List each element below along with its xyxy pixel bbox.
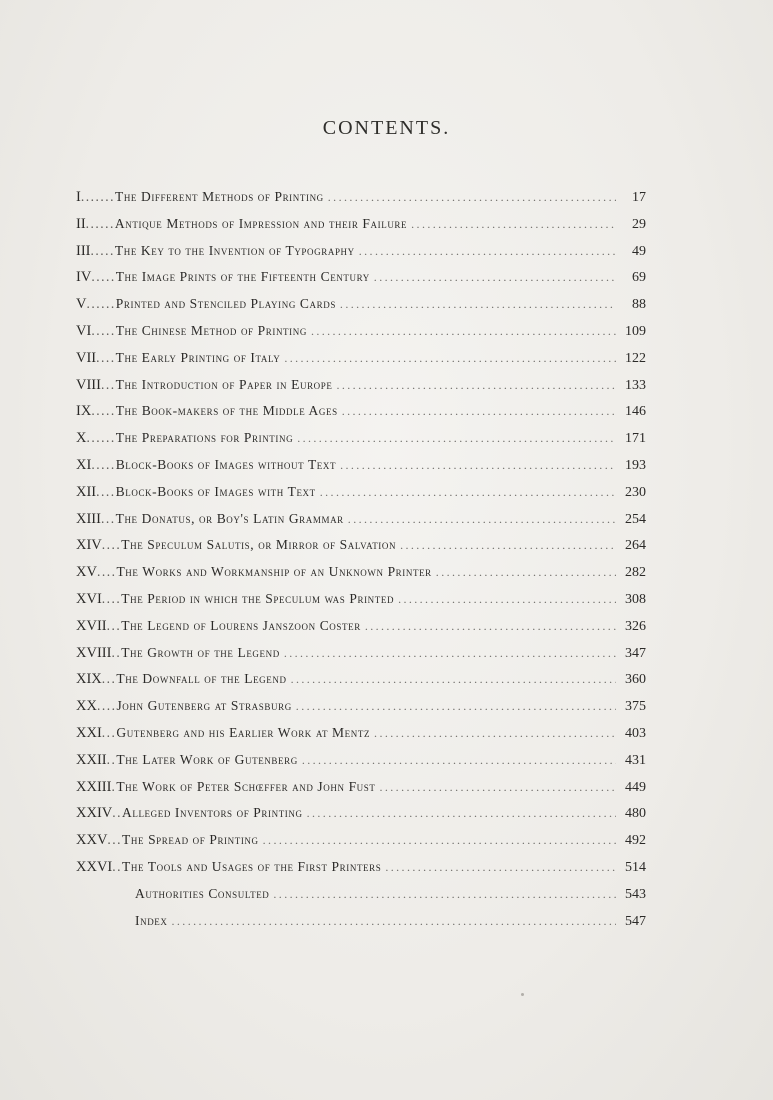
numeral-leader: ....	[96, 698, 117, 714]
chapter-numeral: VI	[76, 322, 92, 339]
toc-entry	[76, 318, 646, 345]
numeral-leader: ...	[101, 724, 117, 740]
numeral-leader: ....	[96, 564, 117, 580]
chapter-numeral: I	[76, 189, 81, 205]
numeral-leader: .......	[80, 189, 115, 204]
numeral-leader: ...	[100, 510, 116, 526]
chapter-numeral: IX	[76, 403, 92, 420]
page-number: 193	[625, 457, 646, 473]
chapter-title: The Work of Peter Schœffer and John Fust	[116, 778, 376, 794]
chapter-numeral: XII	[76, 483, 97, 500]
chapter-title: Printed and Stenciled Playing Cards	[115, 296, 336, 312]
page-number: 254	[625, 511, 646, 527]
numeral-leader: ..	[111, 644, 122, 660]
chapter-title: The Legend of Lourens Janszoon Coster	[121, 617, 361, 633]
chapter-title: The Key to the Invention of Typography	[114, 242, 355, 258]
dot-leader	[336, 372, 616, 399]
toc-entry	[76, 854, 646, 881]
dot-leader	[411, 211, 616, 238]
numeral-leader: ..	[106, 751, 117, 767]
toc-entry	[76, 184, 646, 211]
numeral-leader: .	[111, 778, 117, 794]
chapter-numeral: XX	[76, 698, 97, 715]
toc-entry	[76, 666, 646, 693]
numeral-leader: ....	[96, 349, 116, 365]
toc-entry	[76, 559, 646, 586]
numeral-leader: .....	[91, 269, 116, 285]
toc-entry	[76, 506, 646, 533]
page-number: 146	[625, 404, 646, 420]
numeral-leader: ....	[96, 483, 116, 499]
numeral-leader: .....	[91, 403, 116, 419]
page-number: 449	[625, 779, 646, 795]
page-number: 492	[625, 833, 646, 849]
dot-leader	[342, 398, 616, 425]
toc-entry	[76, 238, 646, 265]
chapter-title: The Speculum Salutis, or Mirror of Salvation	[121, 537, 397, 553]
chapter-numeral: XIX	[76, 671, 102, 688]
chapter-numeral: XXIII	[76, 778, 112, 795]
numeral-leader: ...	[106, 617, 122, 633]
page-number: 230	[625, 484, 646, 500]
chapter-numeral: XIII	[76, 510, 101, 527]
chapter-numeral: XXIV	[76, 805, 113, 822]
chapter-title: Authorities Consulted	[135, 885, 270, 901]
contents-title: CONTENTS.	[322, 117, 451, 139]
dot-leader	[340, 291, 616, 318]
chapter-title: Antique Methods of Impression and their Failure	[114, 215, 408, 231]
dot-leader	[302, 747, 616, 774]
dot-leader	[297, 425, 616, 452]
chapter-title: The Early Printing of Italy	[115, 349, 281, 365]
chapter-numeral: XIV	[76, 537, 102, 554]
numeral-leader: ...	[100, 376, 116, 392]
toc-entry	[76, 640, 646, 667]
chapter-numeral: XXV	[76, 832, 108, 849]
toc-entry	[76, 881, 646, 908]
toc-entry	[76, 613, 646, 640]
chapter-title: The Chinese Method of Printing	[115, 322, 307, 338]
page-number: 264	[625, 538, 646, 554]
page-number: 171	[625, 431, 646, 447]
page-number: 547	[625, 913, 646, 929]
page-number: 375	[625, 699, 646, 715]
toc-entry	[76, 908, 646, 935]
page-number: 431	[625, 752, 646, 768]
dot-leader	[307, 800, 616, 827]
chapter-title: Index	[135, 912, 168, 928]
chapter-numeral: XVIII	[76, 644, 112, 661]
toc-entry	[76, 720, 646, 747]
toc-entry	[76, 479, 646, 506]
numeral-leader: .....	[90, 242, 115, 258]
toc-entry	[76, 586, 646, 613]
numeral-leader: ......	[86, 430, 116, 446]
page-number: 480	[625, 806, 646, 822]
page-number: 308	[625, 591, 646, 607]
page-number: 347	[625, 645, 646, 661]
toc-entry	[76, 532, 646, 559]
chapter-numeral: II	[76, 215, 86, 232]
dot-leader	[348, 506, 616, 533]
dot-leader	[385, 854, 616, 881]
chapter-numeral: VIII	[76, 376, 101, 393]
page-number: 109	[625, 323, 646, 339]
dot-leader	[328, 184, 616, 211]
paper-speck	[521, 993, 524, 996]
page-number: 122	[625, 350, 646, 366]
numeral-leader: ..	[112, 805, 122, 821]
dot-leader	[284, 640, 616, 667]
page-number: 17	[632, 190, 646, 205]
dot-leader	[291, 666, 616, 693]
chapter-title: The Introduction of Paper in Europe	[115, 376, 333, 392]
chapter-title: The Donatus, or Boy's Latin Grammar	[115, 510, 344, 526]
page-number: 360	[625, 672, 646, 688]
chapter-title: The Tools and Usages of the First Printers	[122, 858, 382, 874]
page-number: 88	[632, 297, 646, 313]
page-number: 543	[625, 886, 646, 902]
page-number: 29	[632, 216, 646, 232]
dot-leader	[398, 586, 616, 613]
chapter-title: Block-Books of Images with Text	[115, 483, 316, 499]
dot-leader	[311, 318, 616, 345]
page-number: 326	[625, 618, 646, 634]
page-number: 282	[625, 565, 646, 581]
chapter-numeral: III	[76, 242, 91, 259]
chapter-numeral: V	[76, 296, 87, 313]
numeral-leader: ......	[86, 296, 116, 312]
chapter-title: Alleged Inventors of Printing	[122, 805, 303, 821]
page-number: 133	[625, 377, 646, 393]
chapter-title: Block-Books of Images without Text	[115, 456, 337, 472]
page-number: 69	[632, 270, 646, 286]
toc-entry	[76, 425, 646, 452]
toc-entry	[76, 345, 646, 372]
numeral-leader: ..	[112, 858, 122, 874]
toc-entry	[76, 211, 646, 238]
toc-entry	[76, 774, 646, 801]
chapter-title: The Period in which the Speculum was Printed	[121, 590, 395, 606]
chapter-numeral: XVI	[76, 590, 102, 607]
dot-leader	[273, 881, 616, 908]
numeral-leader: ....	[101, 590, 122, 606]
chapter-title: The Spread of Printing	[122, 832, 259, 848]
chapter-numeral: XXI	[76, 724, 102, 741]
toc-entry	[76, 452, 646, 479]
chapter-numeral: XVII	[76, 617, 107, 634]
dot-leader	[263, 827, 616, 854]
dot-leader	[400, 532, 616, 559]
numeral-leader: ......	[85, 215, 115, 231]
chapter-numeral: XV	[76, 564, 97, 581]
page-number: 514	[625, 859, 646, 875]
chapter-title: John Gutenberg at Strasburg	[116, 698, 292, 714]
chapter-numeral: VII	[76, 349, 97, 366]
toc-entry	[76, 291, 646, 318]
chapter-title: The Image Prints of the Fifteenth Century	[115, 269, 370, 285]
chapter-title: The Different Methods of Printing	[114, 189, 324, 204]
chapter-numeral: IV	[76, 269, 92, 286]
toc-entry	[76, 800, 646, 827]
chapter-numeral: XI	[76, 456, 92, 473]
page-number: 403	[625, 725, 646, 741]
numeral-leader: .....	[91, 456, 116, 472]
dot-leader	[172, 908, 617, 935]
table-of-contents	[76, 184, 646, 934]
dot-leader	[374, 720, 616, 747]
numeral-leader: ...	[107, 832, 123, 848]
chapter-title: The Later Work of Gutenberg	[116, 751, 298, 767]
toc-entry	[76, 693, 646, 720]
chapter-title: The Works and Workmanship of an Unknown Printer	[116, 564, 432, 580]
toc-entry	[76, 264, 646, 291]
toc-entry	[76, 747, 646, 774]
toc-entry	[76, 827, 646, 854]
chapter-title: The Growth of the Legend	[121, 644, 280, 660]
chapter-numeral: X	[76, 430, 87, 447]
dot-leader	[320, 479, 616, 506]
dot-leader	[296, 693, 616, 720]
dot-leader	[284, 345, 616, 372]
chapter-title: The Preparations for Printing	[115, 430, 294, 446]
numeral-leader: .....	[91, 322, 116, 338]
toc-entry	[76, 398, 646, 425]
numeral-leader: ...	[101, 671, 117, 687]
dot-leader	[436, 559, 616, 586]
dot-leader	[340, 452, 616, 479]
chapter-title: The Book-makers of the Middle Ages	[115, 403, 338, 419]
chapter-numeral: XXVI	[76, 858, 113, 875]
numeral-leader: ....	[101, 537, 122, 553]
dot-leader	[379, 774, 616, 801]
dot-leader	[359, 238, 616, 265]
chapter-title: The Downfall of the Legend	[116, 671, 287, 687]
dot-leader	[365, 613, 616, 640]
dot-leader	[374, 264, 616, 291]
page-number: 49	[632, 243, 646, 259]
toc-entry	[76, 372, 646, 399]
chapter-numeral: XXII	[76, 751, 107, 768]
chapter-title: Gutenberg and his Earlier Work at Mentz	[116, 724, 371, 740]
